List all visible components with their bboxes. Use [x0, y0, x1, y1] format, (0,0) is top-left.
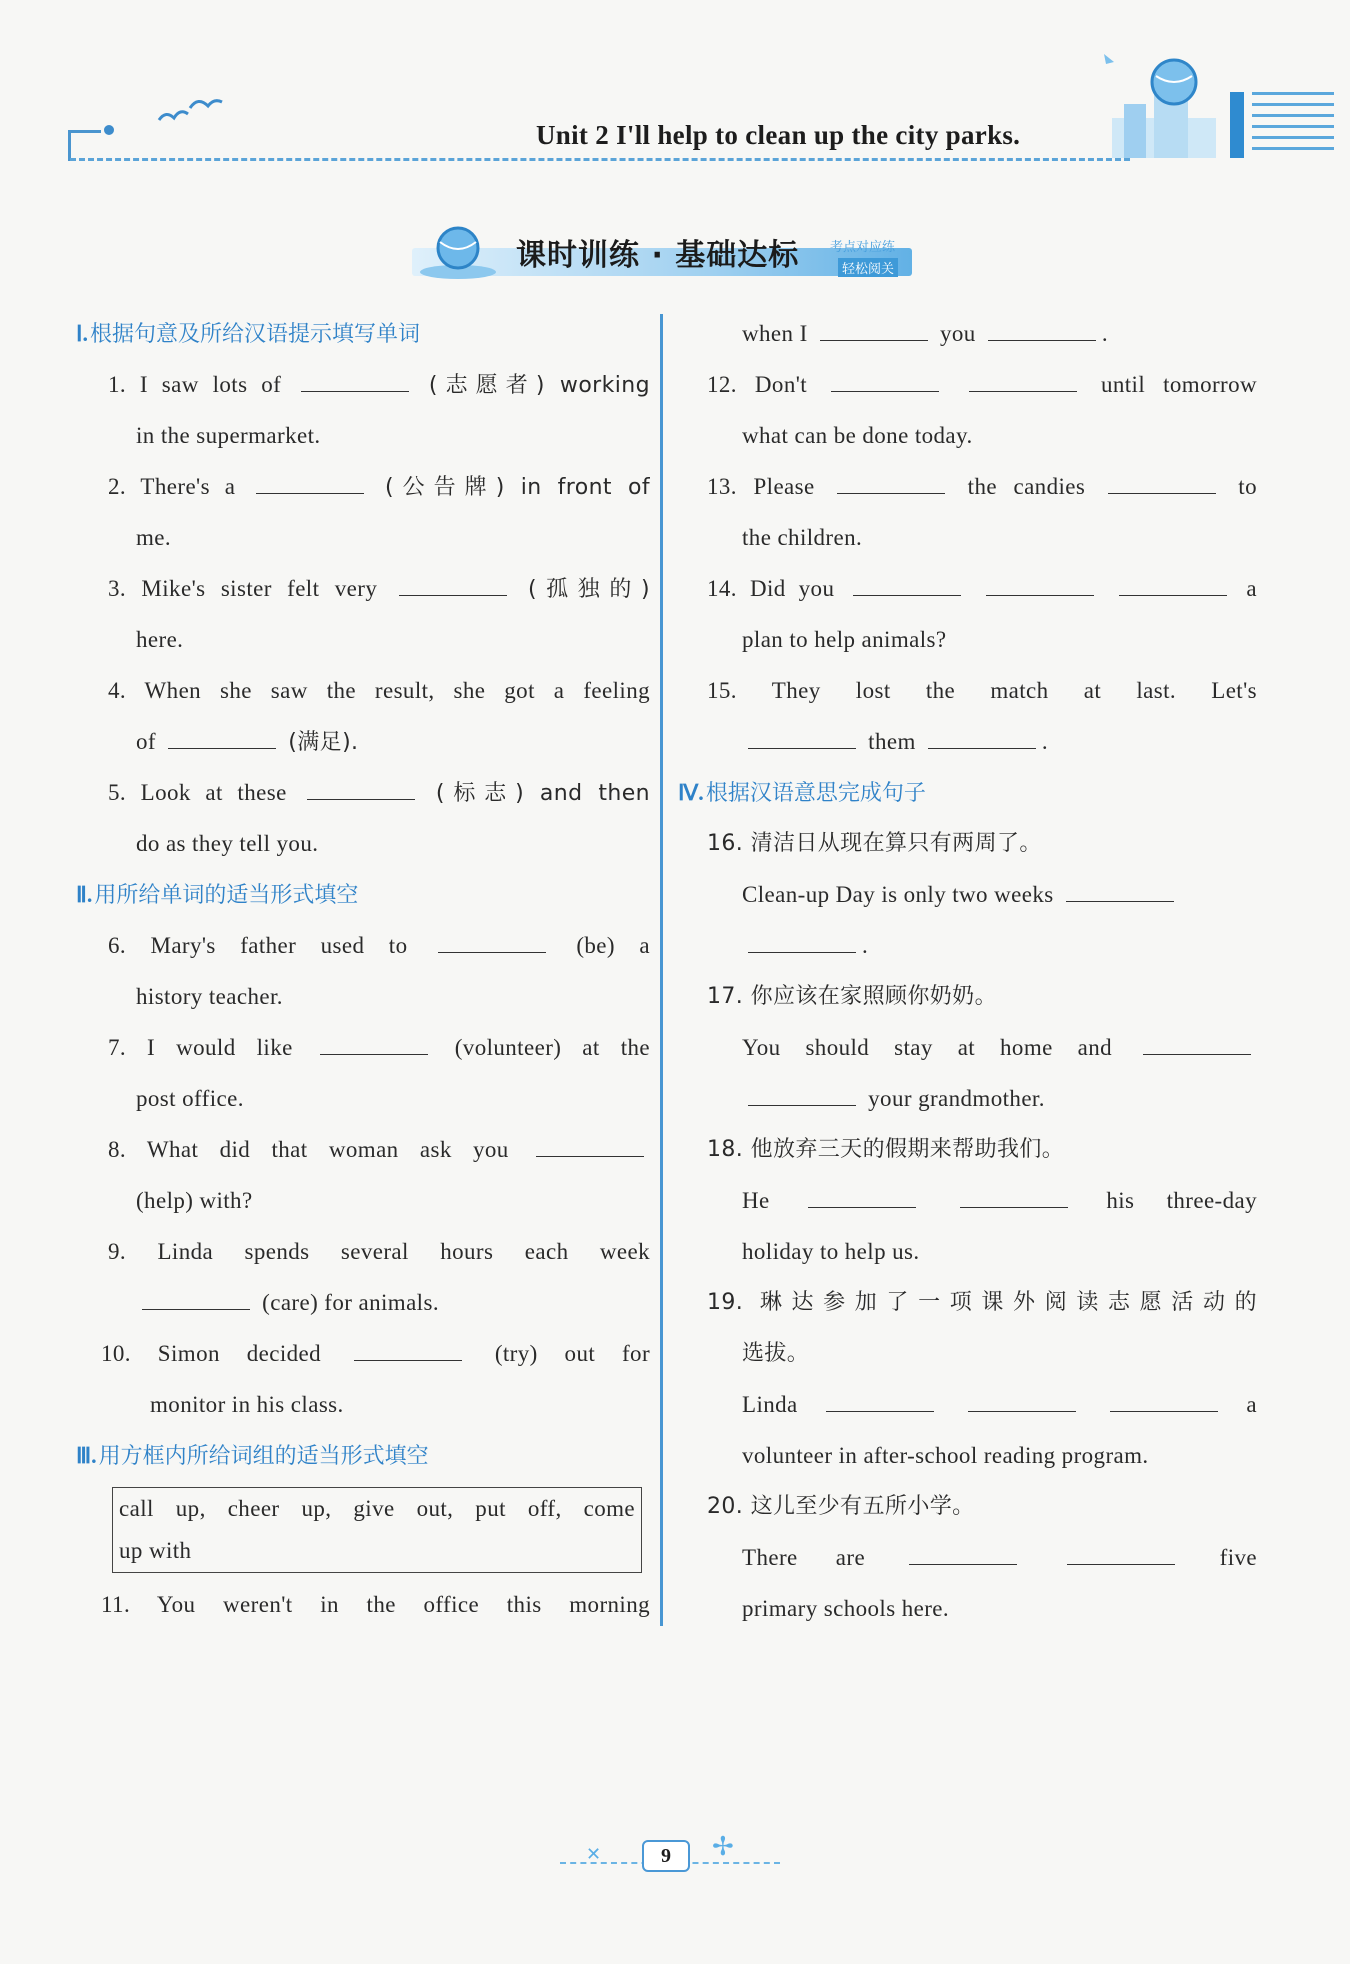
page-footer — [560, 1832, 780, 1876]
left-column — [76, 308, 650, 1630]
question-20: There are five — [682, 1532, 1257, 1583]
question-19-prompt-cont: 选拔。 — [742, 1341, 810, 1366]
answer-blank[interactable] — [320, 1030, 428, 1055]
globe-books-icon — [1104, 54, 1224, 158]
phrase-box-line-1: call up, cheer up, give out, put off, come — [119, 1496, 635, 1521]
answer-blank[interactable] — [1066, 877, 1174, 902]
section-heading-4: Ⅳ.根据汉语意思完成句子 — [678, 780, 926, 806]
answer-blank[interactable] — [808, 1183, 916, 1208]
page-number: 9 — [642, 1840, 690, 1872]
question-8: 8. What did that woman ask you — [76, 1124, 650, 1175]
banner-title: 课时训练 · 基础达标 — [516, 238, 800, 273]
question-14: 14. Did you a — [682, 563, 1257, 614]
question-19: Linda a — [682, 1379, 1257, 1430]
question-18-prompt: 18. 他放弃三天的假期来帮助我们。 — [707, 1137, 1065, 1162]
question-6-cont: history teacher. — [136, 984, 283, 1009]
answer-blank[interactable] — [968, 1387, 1076, 1412]
answer-blank[interactable] — [536, 1132, 644, 1157]
answer-blank[interactable] — [1110, 1387, 1218, 1412]
question-18: He his three-day — [682, 1175, 1257, 1226]
answer-blank[interactable] — [301, 367, 409, 392]
question-2-cont: me. — [136, 525, 172, 550]
question-13: 13. Please the candies to — [682, 461, 1257, 512]
corner-bracket-ornament — [68, 130, 101, 161]
question-4-cont: of (满足). — [76, 716, 650, 767]
answer-blank[interactable] — [853, 571, 961, 596]
question-3: 3. Mike's sister felt very (孤独的) — [76, 563, 650, 614]
answer-blank[interactable] — [748, 724, 856, 749]
question-2: 2. There's a (公告牌) in front of — [76, 461, 650, 512]
answer-blank[interactable] — [1119, 571, 1227, 596]
answer-blank[interactable] — [837, 469, 945, 494]
answer-blank[interactable] — [142, 1285, 250, 1310]
question-16: Clean-up Day is only two weeks — [682, 869, 1257, 920]
answer-blank[interactable] — [928, 724, 1036, 749]
question-14-cont: plan to help animals? — [742, 627, 947, 652]
question-9-cont: (care) for animals. — [76, 1277, 650, 1328]
star-icon: ✕ — [586, 1844, 602, 1865]
banner-tag-bottom: 轻松阅关 — [838, 258, 898, 277]
unit-title: Unit 2 I'll help to clean up the city parks. — [536, 120, 1021, 150]
question-17-cont: your grandmother. — [682, 1073, 1257, 1124]
question-17: You should stay at home and — [682, 1022, 1257, 1073]
answer-blank[interactable] — [960, 1183, 1068, 1208]
answer-blank[interactable] — [168, 724, 276, 749]
answer-blank[interactable] — [986, 571, 1094, 596]
question-12-cont: what can be done today. — [742, 423, 973, 448]
answer-blank[interactable] — [748, 928, 856, 953]
birds-icon — [154, 90, 224, 130]
header-stripes — [1230, 92, 1334, 158]
question-15: 15. They lost the match at last. Let's — [707, 678, 1257, 703]
question-5-cont: do as they tell you. — [136, 831, 319, 856]
question-19-prompt: 19. 琳达参加了一项课外阅读志愿活动的 — [707, 1290, 1257, 1315]
dot-ornament — [104, 125, 114, 135]
answer-blank[interactable] — [307, 775, 415, 800]
question-7-cont: post office. — [136, 1086, 244, 1111]
question-19-cont: volunteer in after-school reading program. — [742, 1443, 1149, 1468]
answer-blank[interactable] — [748, 1081, 856, 1106]
question-17-prompt: 17. 你应该在家照顾你奶奶。 — [707, 984, 997, 1009]
answer-blank[interactable] — [909, 1540, 1017, 1565]
question-12: 12. Don't until tomorrow — [682, 359, 1257, 410]
question-20-prompt: 20. 这儿至少有五所小学。 — [707, 1494, 975, 1519]
question-3-cont: here. — [136, 627, 184, 652]
question-4: 4. When she saw the result, she got a feeling — [108, 678, 650, 703]
answer-blank[interactable] — [438, 928, 546, 953]
phrase-box-line-2: up with — [119, 1538, 192, 1563]
column-divider — [660, 314, 663, 1626]
question-16-prompt: 16. 清洁日从现在算只有两周了。 — [707, 831, 1042, 856]
right-column — [678, 308, 1257, 1634]
answer-blank[interactable] — [256, 469, 364, 494]
section-heading-3: Ⅲ.用方框内所给词组的适当形式填空 — [76, 1443, 429, 1469]
question-5: 5. Look at these (标志) and then — [76, 767, 650, 818]
question-15-cont: them . — [682, 716, 1257, 767]
question-18-cont: holiday to help us. — [742, 1239, 920, 1264]
answer-blank[interactable] — [988, 316, 1096, 341]
phrase-box — [112, 1487, 642, 1573]
question-10: 10. Simon decided (try) out for — [76, 1328, 650, 1379]
answer-blank[interactable] — [969, 367, 1077, 392]
section-heading-2: Ⅱ.用所给单词的适当形式填空 — [76, 882, 359, 908]
question-8-cont: (help) with? — [136, 1188, 253, 1213]
question-9: 9. Linda spends several hours each week — [108, 1239, 650, 1264]
answer-blank[interactable] — [399, 571, 507, 596]
answer-blank[interactable] — [826, 1387, 934, 1412]
question-1-cont: in the supermarket. — [136, 423, 321, 448]
banner-tag-top: 考点对应练 — [830, 240, 896, 255]
question-10-cont: monitor in his class. — [150, 1392, 344, 1417]
answer-blank[interactable] — [820, 316, 928, 341]
question-7: 7. I would like (volunteer) at the — [76, 1022, 650, 1073]
question-13-cont: the children. — [742, 525, 863, 550]
question-11: 11. You weren't in the office this morning — [101, 1592, 650, 1617]
header-dashed-rule — [70, 158, 1130, 161]
globe-icon — [418, 222, 498, 280]
answer-blank[interactable] — [354, 1336, 462, 1361]
section-heading-1: Ⅰ.根据句意及所给汉语提示填写单词 — [76, 321, 421, 347]
answer-blank[interactable] — [1108, 469, 1216, 494]
answer-blank[interactable] — [1143, 1030, 1251, 1055]
question-11-cont: when I you . — [682, 308, 1257, 359]
question-1: 1. I saw lots of (志愿者) working — [76, 359, 650, 410]
answer-blank[interactable] — [1067, 1540, 1175, 1565]
section-banner — [398, 222, 920, 284]
page-header — [64, 80, 1334, 170]
question-6: 6. Mary's father used to (be) a — [76, 920, 650, 971]
answer-blank[interactable] — [831, 367, 939, 392]
question-20-cont: primary schools here. — [742, 1596, 950, 1621]
question-16-cont: . — [682, 920, 1257, 971]
pinwheel-icon: ✢ — [712, 1832, 734, 1862]
